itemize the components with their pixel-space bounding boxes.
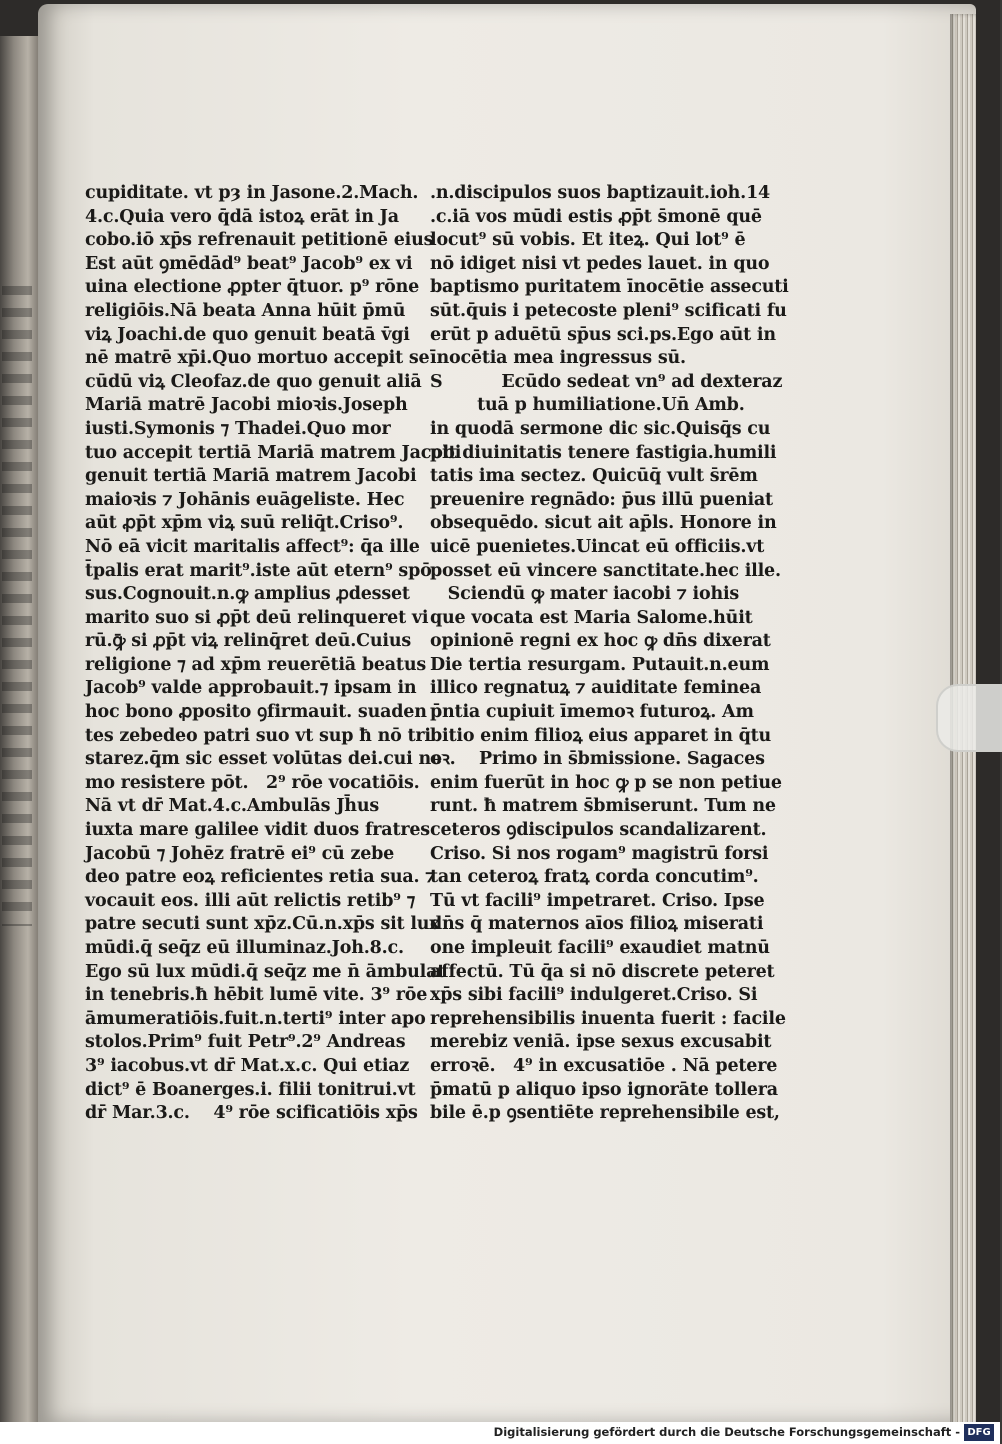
previous-page-edge — [0, 36, 40, 1422]
text-line: Jacob⁹ valde approbauit.⁊ ipsam in — [85, 678, 417, 699]
text-line: sus.Cognouit.n.ꝙ amplius ꝓdesset — [85, 584, 410, 605]
text-line: locut⁹ sū vobis. Et iteꝝ. Qui lot⁹ ē — [430, 230, 746, 251]
text-line: Sciendū ꝙ mater iacobi ⁊ iohis — [430, 584, 740, 605]
text-line: baptismo puritatem īnocētie assecuti — [430, 277, 789, 298]
text-line: runt. ħ matrem s̄bmiserunt. Tum ne — [430, 796, 776, 817]
text-line: Ego sū lux mūdi.q̄ seq̄z me n̄ āmbulat — [85, 961, 446, 982]
text-line: Est aūt ꝯmēdād⁹ beat⁹ Jacob⁹ ex vi — [85, 253, 413, 274]
text-line: 3⁹ iacobus.vt dr̄ Mat.x.c. Qui etiaz — [85, 1055, 410, 1076]
dfg-logo: DFG — [964, 1424, 994, 1441]
text-line: patre secuti sunt xp̄z.Cū.n.xp̄s sit lux — [85, 914, 440, 935]
text-line: .n.discipulos suos baptizauit.ioh.14 — [430, 183, 771, 203]
left-text-column — [85, 182, 462, 1126]
text-line: cobo.iō xp̄s refrenauit petitionē eius — [85, 230, 434, 251]
text-line: affectū. Tū q̄a si nō discrete peteret — [430, 961, 775, 982]
footer-bar — [0, 1422, 1000, 1444]
text-line: religione ⁊ ad xp̄m reuerētiā beatus — [85, 654, 426, 675]
text-line: vocauit eos. illi aūt relictis retib⁹ ⁊ — [85, 890, 416, 911]
text-line: S Ecūdo sedeat vn⁹ ad dexteraz — [430, 371, 783, 392]
text-line: obsequēdo. sicut ait ap̄ls. Honore in — [430, 513, 777, 534]
text-line: pit diuinitatis tenere fastigia.humili — [430, 442, 777, 463]
previous-page-text-fragment — [2, 286, 32, 926]
text-line: deo patre eoꝝ reficientes retia sua. ⁊ — [85, 867, 436, 888]
text-line: tes zebedeo patri suo vt sup ħ nō tri — [85, 725, 431, 746]
text-line: Jacobū ⁊ Johēz fratrē ei⁹ cū zebe — [85, 843, 395, 864]
text-line: mūdi.q̄ seq̄z eū illuminaz.Joh.8.c. — [85, 938, 404, 958]
text-line: genuit tertiā Mariā matrem Jacobi — [85, 466, 417, 487]
text-line: bitio enim filioꝝ eius apparet in q̄tu — [430, 725, 772, 746]
text-line: Nā vt dr̄ Mat.4.c.Ambulās Jh̄us — [85, 796, 379, 817]
text-line: hoc bono ꝓposito ꝯfirmauit. suaden — [85, 702, 427, 723]
text-line: xp̄s sibi facili⁹ indulgeret.Criso. Si — [430, 985, 758, 1006]
text-line: dn̄s q̄ maternos aīos filioꝝ miserati — [430, 914, 764, 935]
text-line: tuā p humiliatione.Un̄ Amb. — [430, 395, 745, 416]
text-line: Mariā matrē Jacobi mioꝛis.Joseph — [85, 395, 408, 416]
text-line: iusti.Symonis ⁊ Thadei.Quo mor — [85, 418, 391, 439]
text-line: oꝛ. Primo in s̄bmissione. Sagaces — [430, 749, 765, 770]
text-line: erroꝛē. 4⁹ in excusatiōe . Nā petere — [430, 1055, 778, 1076]
text-line: one impleuit facili⁹ exaudiet matnū — [430, 938, 770, 958]
text-line: p̄ntia cupiuit īmemoꝛ futuroꝝ. Am — [430, 702, 754, 723]
text-line: .c.iā vos mūdi estis ꝓp̄t s̄monē quē — [430, 206, 762, 227]
text-line: iuxta mare galilee vidit duos fratres — [85, 820, 430, 841]
text-line: in tenebris.ħ hēbit lumē vite. 3⁹ rōe — [85, 985, 428, 1006]
text-line: sūt.q̄uis i petecoste pleni⁹ scificati fu — [430, 300, 787, 321]
text-line: que vocata est Maria Salome.hūit — [430, 607, 753, 628]
text-line: ceteros ꝯdiscipulos scandalizarent. — [430, 820, 767, 841]
text-line: mo resistere pōt. 2⁹ rōe vocatiōis. — [85, 772, 420, 793]
page-clip — [936, 684, 1002, 752]
text-line: cūdū viꝝ Cleofaz.de quo genuit aliā — [85, 371, 422, 392]
text-line: viꝝ Joachi.de quo genuit beatā v̄gi — [85, 324, 410, 345]
text-line: 4.c.Quia vero q̄dā istoꝝ erāt in Ja — [85, 206, 399, 227]
text-line: dict⁹ ē Boanerges.i. filii tonitrui.vt — [85, 1079, 416, 1100]
text-line: maioꝛis ⁊ Johānis euāgeliste. Hec — [85, 489, 405, 510]
text-line: t̄palis erat marit⁹.iste aūt etern⁹ spō — [85, 560, 432, 581]
text-line: īnocētia mea ingressus sū. — [430, 348, 686, 369]
text-line: reprehensibilis inuenta fuerit : facile — [430, 1008, 786, 1029]
text-line: preuenire regnādo: p̄us illū pueniat — [430, 489, 773, 510]
text-line: merebiz veniā. ipse sexus excusabit — [430, 1032, 772, 1053]
text-line: religiōis.Nā beata Anna hūit p̄mū — [85, 300, 406, 321]
text-line: marito suo si ꝓp̄t deū relinqueret vi — [85, 607, 429, 628]
text-line: bile ē.p ꝯsentiēte reprehensibile est, — [430, 1103, 780, 1124]
text-line: stolos.Prim⁹ fuit Petr⁹.2⁹ Andreas — [85, 1032, 406, 1053]
text-line: enim fuerūt in hoc ꝙ p se non petiue — [430, 772, 782, 793]
text-line: āmumeratiōis.fuit.n.terti⁹ inter apo — [85, 1008, 426, 1029]
text-line: erūt p aduētū sp̄us sci.ps.Ego aūt in — [430, 324, 776, 345]
text-line: p̄matū p aliquo ipso ignorāte tollera — [430, 1079, 778, 1100]
text-line: uicē puenietes.Uincat eū officiis.vt — [430, 536, 765, 557]
text-line: tan ceteroꝝ fratꝝ corda concutim⁹. — [430, 867, 759, 888]
text-line: tatis ima sectez. Quicūq̄ vult s̄rēm — [430, 466, 758, 487]
text-line: tuo accepit tertiā Mariā matrem Jacobi — [85, 442, 462, 463]
text-line: in quodā sermone dic sic.Quisq̄s cu — [430, 418, 771, 439]
text-line: Tū vt facili⁹ impetraret. Criso. Ipse — [430, 890, 765, 911]
text-line: starez.q̄m sic esset volūtas dei.cui ne — [85, 749, 442, 770]
text-line: nē matrē xp̄i.Quo mortuo accepit se — [85, 348, 430, 369]
funding-credit: Digitalisierung gefördert durch die Deutsche Forschungsgemeinschaft - — [493, 1425, 960, 1439]
text-line: opinionē regni ex hoc ꝙ dn̄s dixerat — [430, 631, 771, 652]
text-line: aūt ꝓp̄t xp̄m viꝝ suū reliq̄t.Criso⁹. — [85, 513, 404, 534]
text-line: Nō eā vicit maritalis affect⁹: q̄a ille — [85, 536, 420, 557]
text-line: dr̄ Mar.3.c. 4⁹ rōe scificatiōis xp̄s — [85, 1103, 418, 1124]
right-text-column — [430, 182, 789, 1126]
text-line: illico regnatuꝝ ⁊ auiditate feminea — [430, 678, 762, 699]
text-line: nō idiget nisi vt pedes lauet. in quo — [430, 253, 770, 274]
text-line: uina electione ꝓpter q̄tuor. p⁹ rōne — [85, 277, 420, 298]
text-line: Die tertia resurgam. Putauit.n.eum — [430, 654, 770, 675]
text-line: rū.ꝙ̄ si ꝓp̄t viꝝ relinq̄ret deū.Cuius — [85, 631, 411, 652]
text-line: Criso. Si nos rogam⁹ magistrū forsi — [430, 843, 769, 864]
text-line: cupiditate. vt pȝ in Jasone.2.Mach. — [85, 183, 419, 203]
text-line: posset eū vincere sanctitate.hec ille. — [430, 560, 781, 581]
